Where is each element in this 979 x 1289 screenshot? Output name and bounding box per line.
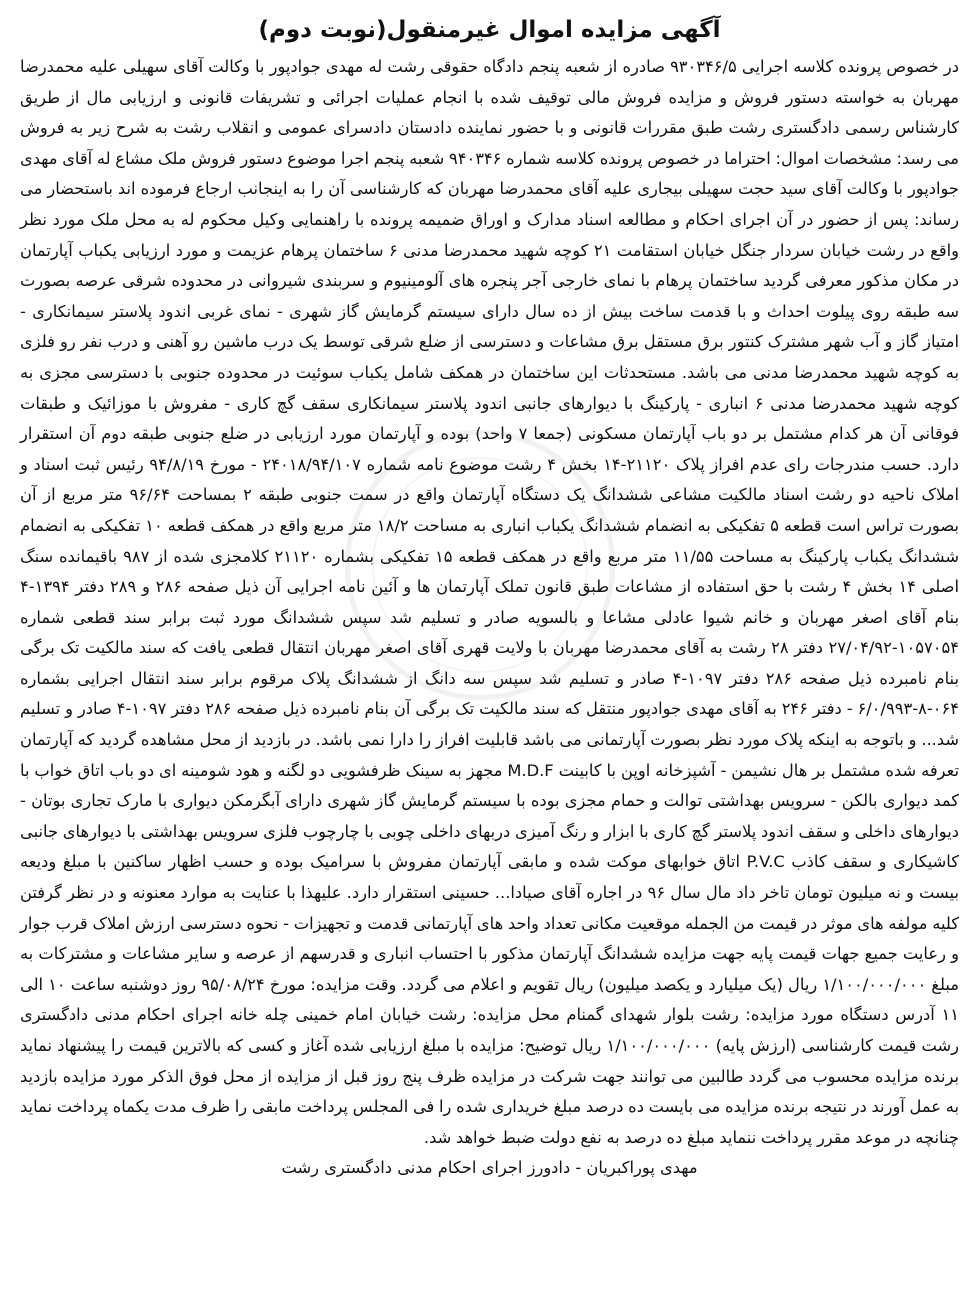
- notice-body-paragraph: در خصوص پرونده کلاسه اجرایی ۹۳۰۳۴۶/۵ صادره از شعبه پنجم دادگاه حقوقی رشت له مهدی جوادپور با وکالت آقای سهیلی علیه محمدرضا مهربان به خواسته دستور فروش و مزایده فروش مالی توقیف شده با انجام عملیات اجرائی و تشریفات قانونی و ارزیابی مال از طریق کارشناس رسمی دادگستری رشت طبق مقررات قانونی و با حضور نماینده دادستان دادسرای عمومی و انقلاب رشت به شرح زیر به فروش می رسد: مشخصات اموال: احتراما در خصوص پرونده کلاسه شماره ۹۴۰۳۴۶ شعبه پنجم اجرا موضوع دستور فروش ملک مشاع له آقای مهدی جوادپور با وکالت آقای سید حجت سهیلی بیجاری علیه آقای محمدرضا مهربان که کارشناسی آن را به اینجانب ارجاع فرموده اند باستحضار می رساند: پس از حضور در آن اجرای احکام و مطالعه اسناد مدارک و اوراق ضمیمه پرونده با راهنمایی وکیل محکوم له به محل ملک مورد نظر واقع در رشت خیابان سردار جنگل خیابان استقامت ۲۱ کوچه شهید محمدرضا مدنی ۶ ساختمان پرهام عزیمت و مورد ارزیابی یکباب آپارتمان در مکان مذکور معرفی گردید ساختمان پرهام با نمای خارجی آجر پنجره های آلومینیوم و سربندی شیروانی در محدوده شرقی عرصه بصورت سه طبقه روی پیلوت احداث و با قدمت ساخت بیش از ده سال دارای سیستم گرمایش گاز شهری - نمای غربی اندود پلاستر سیمانکاری - امتیاز گاز و آب شهر مشترک کنتور برق مستقل برق مشاعات و دسترسی از ضلع شرقی توسط یک درب ماشین رو آهنی و درب نفر رو فلزی به کوچه شهید محمدرضا مدنی می باشد. مستحدثات این ساختمان در همکف شامل یکباب سوئیت در محدوده جنوبی با دسترسی مجزی به کوچه شهید محمدرضا مدنی ۶ انباری - پارکینگ با دیوارهای جانبی اندود پلاستر سیمانکاری سقف گچ کاری - مفروش با موزائیک و طبقات فوقانی آن هر کدام مشتمل بر دو باب آپارتمان مسکونی (جمعا ۷ واحد) بوده و آپارتمان مورد ارزیابی در ضلع جنوبی طبقه دوم آن استقرار دارد. حسب مندرجات رای عدم افراز پلاک ۲۱۱۲۰-۱۴ بخش ۴ رشت موضوع نامه شماره ۲۴۰۱۸/۹۴/۱۰۷ - مورخ ۹۴/۸/۱۹ رئیس ثبت اسناد و املاک ناحیه دو رشت اسناد مالکیت مشاعی ششدانگ یک دستگاه آپارتمان واقع در سمت جنوبی طبقه ۲ بمساحت ۹۶/۶۴ متر مربع از آن بصورت تراس است قطعه ۵ تفکیکی به انضمام ششدانگ یکباب انباری به مساحت ۱۸/۲ متر مربع واقع در همکف قطعه ۱۰ تفکیکی به انضمام ششدانگ یکباب پارکینگ به مساحت ۱۱/۵۵ متر مربع واقع در همکف قطعه ۱۵ تفکیکی بشماره ۲۱۱۲۰ کلامجزی شده از ۹۸۷ باقیمانده سنگ اصلی ۱۴ بخش ۴ رشت با حق استفاده از مشاعات طبق قانون تملک آپارتمان ها و آئین نامه اجرایی آن ذیل صفحه ۲۸۶ و ۲۸۹ دفتر ۱۳۹۴-۴ بنام آقای اصغر مهربان و خانم شیوا عادلی مشاعا و بالسویه صادر و تسلیم شد سپس ششدانگ مورد ثبت برابر سند قطعی شماره ۱۰۵۷۰۵۴-۲۷/۰۴/۹۲ دفتر ۲۸ رشت به آقای محمدرضا مهربان با ولایت قهری آقای اصغر مهربان انتقال قطعی یافت که سند مالکیت تک برگی بنام نامبرده ذیل صفحه ۲۸۶ دفتر ۱۰۹۷-۴ صادر و تسلیم شد سپس سه دانگ از ششدانگ پلاک مرقوم برابر سند انتقال اجرایی بشماره ۰۶۴-۸-۶/۰/۹۹۳ - دفتر ۲۴۶ به آقای مهدی جوادپور منتقل که سند مالکیت تک برگی آن بنام نامبرده ذیل صفحه ۲۸۶ دفتر ۱۰۹۷-۴ صادر و تسلیم شد... و باتوجه به اینکه پلاک مورد نظر بصورت آپارتمانی می باشد قابلیت افراز را دارا نمی باشد. در بازدید از محل مشاهده گردید که آپارتمان تعرفه شده مشتمل بر هال نشیمن - آشپزخانه اوپن با کابینت M.D.F مجهز به سینک ظرفشویی دو لگنه و هود شومینه ای دو باب اتاق خواب با کمد دیواری بالکن - سرویس بهداشتی توالت و حمام مجزی بوده با سیستم گرمایش گاز شهری دارای آبگرمکن دیواری با مارک تجاری بوتان - دیوارهای داخلی و سقف اندود پلاستر گچ کاری با ابزار و رنگ آمیزی دربهای داخلی چوبی با چارچوب فلزی سرویس بهداشتی با دیوارهای جانبی کاشیکاری و سقف کاذب P.V.C اتاق خوابهای موکت شده و مابقی آپارتمان مفروش با سرامیک بوده و حسب اظهار ساکنین با مبلغ ودیعه بیست و نه میلیون تومان تاخر داد مال سال ۹۶ در اجاره آقای صیادا... حسینی استقرار دارد. علیهذا با عنایت به موارد معنونه و در نظر گرفتن کلیه مولفه های موثر در قیمت من الجمله موقعیت مکانی تعداد واحد های آپارتمانی قدمت و تجهیزات - نحوه دسترسی ارزش املاک قرب جوار و رعایت جمیع جهات قیمت پایه جهت مزایده ششدانگ آپارتمان مذکور با احتساب انباری و قدرسهم از عرصه و سایر مشاعات و مشترکات به مبلغ ۱/۱۰۰/۰۰۰/۰۰۰ ریال (یک میلیارد و یکصد میلیون) ریال تقویم و اعلام می گردد. وقت مزایده: مورخ ۹۵/۰۸/۲۴ روز دوشنبه ساعت ۱۰ الی ۱۱ آدرس دستگاه مورد مزایده: رشت بلوار شهدای گمنام محل مزایده: رشت خیابان امام خمینی چله خانه اجرای احکام مدنی دادگستری رشت قیمت کارشناسی (ارزش پایه) ۱/۱۰۰/۰۰۰/۰۰۰ ریال توضیح: مزایده با مبلغ ارزیابی شده آغاز و کسی که بالاترین قیمت را پیشنهاد نماید برنده مزایده محسوب می گردد طالبین می توانند جهت شرکت در مزایده ظرف پنج روز قبل از مزایده از محل فوق الذکر مورد مزایده بازدید به عمل آورند در نتیجه برنده مزایده می بایست ده درصد مبلغ خریداری شده را فی المجلس پرداخت مابقی را ظرف مدت یکماه پرداخت نماید چنانچه در موعد مقرر پرداخت ننماید مبلغ ده درصد به نفع دولت ضبط خواهد شد.: [20, 57, 960, 1147]
- notice-signature: مهدی پوراکبریان - دادورز اجرای احکام مدنی دادگستری رشت: [281, 1158, 698, 1178]
- notice-title: آگهی مزایده اموال غیرمنقول(نوبت دوم): [258, 17, 721, 43]
